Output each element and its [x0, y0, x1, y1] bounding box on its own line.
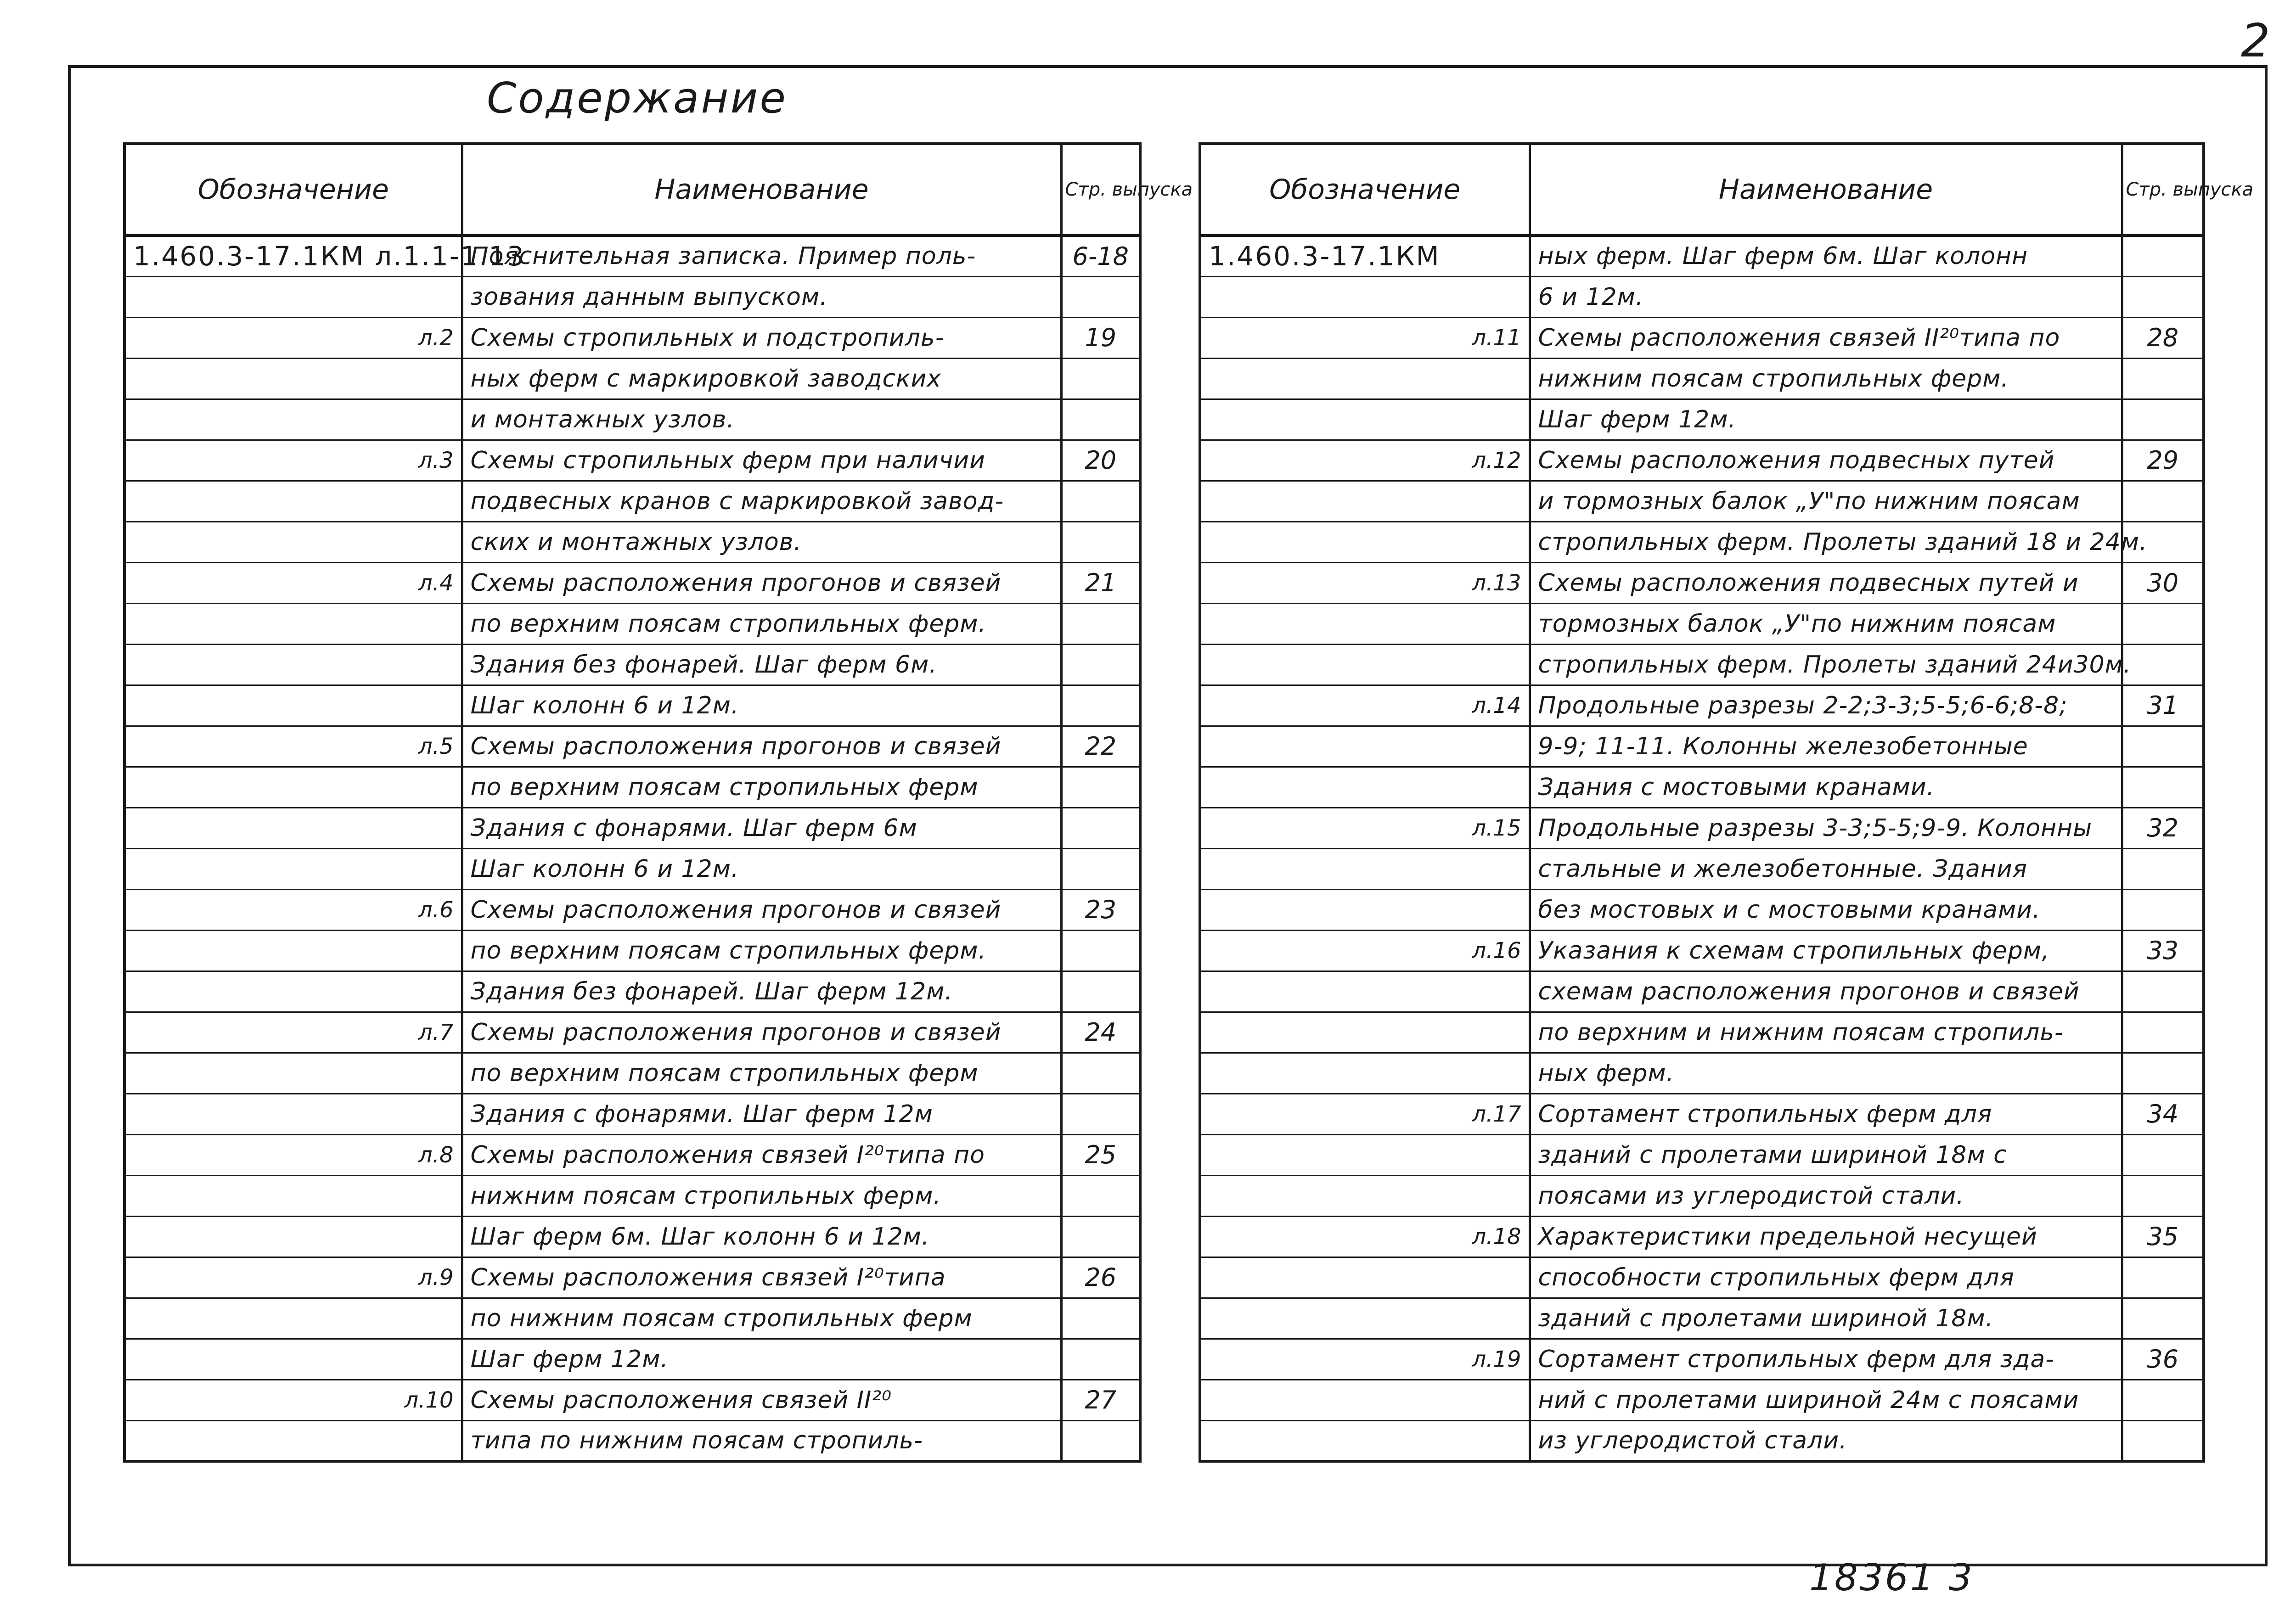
page-cell: [1061, 276, 1140, 317]
page-cell: [2122, 399, 2204, 440]
page-cell: [1061, 1094, 1140, 1134]
table-row: [1200, 236, 2204, 276]
page-cell: 24: [1061, 1012, 1140, 1053]
page-cell: [1061, 685, 1140, 726]
sheet-cell: л.3: [124, 440, 462, 481]
page-cell: [1061, 1420, 1140, 1461]
page-cell: [2122, 971, 2204, 1012]
sheet-cell: л.14: [1200, 685, 1530, 726]
name-cell: Сортамент стропильных ферм для зда-: [1530, 1339, 2122, 1380]
sheet-cell: [1200, 481, 1530, 522]
table-row: [124, 1094, 1140, 1134]
sheet-cell: [1200, 1420, 1530, 1461]
sheet-cell: [1200, 603, 1530, 644]
page-cell: [1061, 481, 1140, 522]
table-row: [1200, 358, 2204, 399]
sheet-cell: [124, 1094, 462, 1134]
sheet-cell: [124, 1298, 462, 1339]
name-cell: зданий с пролетами шириной 18м с: [1530, 1134, 2122, 1175]
name-cell: способности стропильных ферм для: [1530, 1257, 2122, 1298]
sheet-cell: [1200, 889, 1530, 930]
sheet-cell: л.17: [1200, 1094, 1530, 1134]
page-cell: [2122, 276, 2204, 317]
sheet-cell: л.16: [1200, 930, 1530, 971]
header-designation: Обозначение: [124, 144, 462, 236]
sheet-cell: [1200, 1012, 1530, 1053]
name-cell: Схемы расположения связей II²⁰: [462, 1380, 1061, 1420]
header-page: Стр. выпуска: [1061, 144, 1140, 236]
name-cell: поясами из углеродистой стали.: [1530, 1175, 2122, 1216]
name-cell: Схемы расположения связей I²⁰типа: [462, 1257, 1061, 1298]
page-cell: 26: [1061, 1257, 1140, 1298]
sheet-cell: л.15: [1200, 808, 1530, 848]
name-cell: схемам расположения прогонов и связей: [1530, 971, 2122, 1012]
page-cell: [1061, 1298, 1140, 1339]
sheet-cell: л.10: [124, 1380, 462, 1420]
name-cell: по нижним поясам стропильных ферм: [462, 1298, 1061, 1339]
name-cell: без мостовых и с мостовыми кранами.: [1530, 889, 2122, 930]
table-row: [124, 1053, 1140, 1094]
table-row: [1200, 1420, 2204, 1461]
table-row: [1200, 317, 2204, 358]
name-cell: зования данным выпуском.: [462, 276, 1061, 317]
name-cell: Схемы расположения подвесных путей: [1530, 440, 2122, 481]
page-cell: 20: [1061, 440, 1140, 481]
table-row: [1200, 971, 2204, 1012]
table-row: [124, 1420, 1140, 1461]
sheet-cell: [1200, 971, 1530, 1012]
page-cell: 30: [2122, 562, 2204, 603]
name-cell: Пояснительная записка. Пример поль-: [462, 236, 1061, 276]
table-row: [124, 808, 1140, 848]
name-cell: по верхним и нижним поясам стропиль-: [1530, 1012, 2122, 1053]
sheet-cell: л.6: [124, 889, 462, 930]
page-title: Содержание: [487, 73, 788, 123]
sheet-cell: 1.460.3-17.1КМ л.1.1-1.13: [124, 236, 462, 276]
name-cell: ных ферм.: [1530, 1053, 2122, 1094]
page-cell: [1061, 930, 1140, 971]
table-row: [1200, 1257, 2204, 1298]
name-cell: по верхним поясам стропильных ферм.: [462, 930, 1061, 971]
name-cell: Здания с фонарями. Шаг ферм 12м: [462, 1094, 1061, 1134]
sheet-cell: [124, 767, 462, 808]
sheet-cell: [124, 358, 462, 399]
table-row: [124, 399, 1140, 440]
name-cell: ских и монтажных узлов.: [462, 522, 1061, 562]
name-cell: Характеристики предельной несущей: [1530, 1216, 2122, 1257]
table-row: [124, 1339, 1140, 1380]
sheet-cell: [124, 971, 462, 1012]
table-row: [1200, 440, 2204, 481]
header-page: Стр. выпуска: [2122, 144, 2204, 236]
sheet-cell: л.18: [1200, 1216, 1530, 1257]
table-row: [1200, 1053, 2204, 1094]
table-row: [124, 930, 1140, 971]
sheet-cell: [1200, 1175, 1530, 1216]
page-cell: [1061, 971, 1140, 1012]
name-cell: Схемы расположения прогонов и связей: [462, 726, 1061, 767]
name-cell: по верхним поясам стропильных ферм: [462, 1053, 1061, 1094]
archive-number: 18361 3: [1809, 1556, 1974, 1599]
table-row: [1200, 1380, 2204, 1420]
name-cell: ний с пролетами шириной 24м с поясами: [1530, 1380, 2122, 1420]
sheet-cell: [1200, 1257, 1530, 1298]
table-row: [124, 1175, 1140, 1216]
sheet-cell: [124, 644, 462, 685]
sheet-cell: [1200, 358, 1530, 399]
page-cell: [1061, 358, 1140, 399]
table-row: [124, 1134, 1140, 1175]
page-cell: [1061, 1216, 1140, 1257]
table-row: [124, 236, 1140, 276]
page-cell: [2122, 1134, 2204, 1175]
table-row: [1200, 685, 2204, 726]
name-cell: нижним поясам стропильных ферм.: [462, 1175, 1061, 1216]
sheet-cell: [124, 848, 462, 889]
sheet-cell: [124, 603, 462, 644]
page-cell: [2122, 1298, 2204, 1339]
table-row: [124, 440, 1140, 481]
sheet-cell: [1200, 276, 1530, 317]
page-cell: [1061, 767, 1140, 808]
sheet-cell: [1200, 644, 1530, 685]
page-cell: 34: [2122, 1094, 2204, 1134]
page-cell: 36: [2122, 1339, 2204, 1380]
name-cell: по верхним поясам стропильных ферм.: [462, 603, 1061, 644]
page-cell: [1061, 399, 1140, 440]
contents-table-left: [123, 142, 1193, 1463]
sheet-cell: л.4: [124, 562, 462, 603]
sheet-cell: [1200, 726, 1530, 767]
sheet-cell: [1200, 1053, 1530, 1094]
sheet-cell: [124, 1420, 462, 1461]
table-row: [124, 726, 1140, 767]
name-cell: Здания с мостовыми кранами.: [1530, 767, 2122, 808]
table-row: [1200, 726, 2204, 767]
name-cell: Шаг ферм 12м.: [462, 1339, 1061, 1380]
name-cell: Здания с фонарями. Шаг ферм 6м: [462, 808, 1061, 848]
table-row: [1200, 481, 2204, 522]
sheet-number: 2: [2241, 14, 2270, 67]
page-cell: 28: [2122, 317, 2204, 358]
name-cell: Схемы расположения подвесных путей и: [1530, 562, 2122, 603]
table-row: [1200, 1094, 2204, 1134]
page-cell: [2122, 481, 2204, 522]
page-cell: 23: [1061, 889, 1140, 930]
sheet-cell: [124, 685, 462, 726]
name-cell: тормозных балок „У"по нижним поясам: [1530, 603, 2122, 644]
page-cell: [2122, 1257, 2204, 1298]
name-cell: Здания без фонарей. Шаг ферм 6м.: [462, 644, 1061, 685]
page-cell: [1061, 848, 1140, 889]
name-cell: ных ферм с маркировкой заводских: [462, 358, 1061, 399]
header-designation: Обозначение: [1200, 144, 1530, 236]
table-row: [124, 317, 1140, 358]
sheet-cell: л.12: [1200, 440, 1530, 481]
table-row: [1200, 399, 2204, 440]
name-cell: стропильных ферм. Пролеты зданий 24и30м.: [1530, 644, 2122, 685]
table-row: [1200, 889, 2204, 930]
name-cell: 6 и 12м.: [1530, 276, 2122, 317]
table-row: [124, 358, 1140, 399]
name-cell: и тормозных балок „У"по нижним поясам: [1530, 481, 2122, 522]
name-cell: из углеродистой стали.: [1530, 1420, 2122, 1461]
sheet-cell: [1200, 399, 1530, 440]
page-cell: [1061, 808, 1140, 848]
name-cell: 9-9; 11-11. Колонны железобетонные: [1530, 726, 2122, 767]
name-cell: стальные и железобетонные. Здания: [1530, 848, 2122, 889]
page-cell: 33: [2122, 930, 2204, 971]
contents-table-right: [1199, 142, 2254, 1463]
table-row: [124, 481, 1140, 522]
page-cell: 19: [1061, 317, 1140, 358]
name-cell: Шаг колонн 6 и 12м.: [462, 848, 1061, 889]
table-row: [124, 767, 1140, 808]
page-cell: [2122, 848, 2204, 889]
table-header-row: [1200, 144, 2204, 236]
name-cell: и монтажных узлов.: [462, 399, 1061, 440]
page-cell: [2122, 1053, 2204, 1094]
table-row: [1200, 930, 2204, 971]
page-cell: [2122, 1012, 2204, 1053]
page-cell: 31: [2122, 685, 2204, 726]
name-cell: Указания к схемам стропильных ферм,: [1530, 930, 2122, 971]
table-row: [1200, 767, 2204, 808]
table-row: [1200, 1339, 2204, 1380]
sheet-cell: л.19: [1200, 1339, 1530, 1380]
name-cell: стропильных ферм. Пролеты зданий 18 и 24м.: [1530, 522, 2122, 562]
sheet-cell: [1200, 1298, 1530, 1339]
table-row: [124, 603, 1140, 644]
sheet-cell: [124, 930, 462, 971]
page-cell: [1061, 1053, 1140, 1094]
page-cell: [1061, 644, 1140, 685]
table-row: [1200, 1298, 2204, 1339]
name-cell: Сортамент стропильных ферм для: [1530, 1094, 2122, 1134]
sheet-cell: л.11: [1200, 317, 1530, 358]
table-row: [1200, 522, 2204, 562]
page-cell: [2122, 889, 2204, 930]
sheet-cell: [124, 481, 462, 522]
sheet-cell: л.8: [124, 1134, 462, 1175]
name-cell: Здания без фонарей. Шаг ферм 12м.: [462, 971, 1061, 1012]
sheet-cell: л.2: [124, 317, 462, 358]
header-name: Наименование: [1530, 144, 2122, 236]
table-row: [1200, 276, 2204, 317]
sheet-cell: [124, 1175, 462, 1216]
sheet-cell: [1200, 767, 1530, 808]
sheet-cell: [124, 808, 462, 848]
page-cell: 6-18: [1061, 236, 1140, 276]
sheet-cell: [124, 1216, 462, 1257]
page-cell: 25: [1061, 1134, 1140, 1175]
name-cell: ных ферм. Шаг ферм 6м. Шаг колонн: [1530, 236, 2122, 276]
name-cell: зданий с пролетами шириной 18м.: [1530, 1298, 2122, 1339]
table-row: [1200, 562, 2204, 603]
name-cell: Схемы расположения прогонов и связей: [462, 1012, 1061, 1053]
table-row: [124, 522, 1140, 562]
name-cell: типа по нижним поясам стропиль-: [462, 1420, 1061, 1461]
sheet-cell: [124, 1339, 462, 1380]
sheet-cell: 1.460.3-17.1КМ: [1200, 236, 1530, 276]
table-row: [124, 1380, 1140, 1420]
table-row: [124, 1012, 1140, 1053]
sheet-cell: [1200, 522, 1530, 562]
name-cell: Шаг колонн 6 и 12м.: [462, 685, 1061, 726]
sheet-cell: [1200, 1134, 1530, 1175]
sheet-cell: л.7: [124, 1012, 462, 1053]
sheet-cell: [124, 1053, 462, 1094]
sheet-cell: л.5: [124, 726, 462, 767]
page-cell: [1061, 522, 1140, 562]
table-row: [124, 971, 1140, 1012]
name-cell: Шаг ферм 6м. Шаг колонн 6 и 12м.: [462, 1216, 1061, 1257]
page-cell: [2122, 1420, 2204, 1461]
table-row: [124, 644, 1140, 685]
page-cell: 22: [1061, 726, 1140, 767]
sheet-cell: [124, 399, 462, 440]
page-cell: [2122, 1380, 2204, 1420]
table-row: [1200, 644, 2204, 685]
page-cell: 27: [1061, 1380, 1140, 1420]
name-cell: Схемы расположения прогонов и связей: [462, 562, 1061, 603]
name-cell: Продольные разрезы 2-2;3-3;5-5;6-6;8-8;: [1530, 685, 2122, 726]
table-row: [1200, 603, 2204, 644]
name-cell: Схемы стропильных и подстропиль-: [462, 317, 1061, 358]
page-cell: [2122, 603, 2204, 644]
table-row: [1200, 1134, 2204, 1175]
table-row: [124, 1216, 1140, 1257]
page-cell: 32: [2122, 808, 2204, 848]
table-row: [1200, 1012, 2204, 1053]
table-row: [1200, 1216, 2204, 1257]
table-row: [124, 1298, 1140, 1339]
sheet-cell: [1200, 848, 1530, 889]
page-cell: [1061, 603, 1140, 644]
name-cell: Схемы расположения прогонов и связей: [462, 889, 1061, 930]
name-cell: Шаг ферм 12м.: [1530, 399, 2122, 440]
page-cell: [2122, 767, 2204, 808]
table-header-row: [124, 144, 1140, 236]
table-row: [124, 889, 1140, 930]
table-row: [1200, 808, 2204, 848]
name-cell: нижним поясам стропильных ферм.: [1530, 358, 2122, 399]
name-cell: Схемы стропильных ферм при наличии: [462, 440, 1061, 481]
name-cell: Схемы расположения связей I²⁰типа по: [462, 1134, 1061, 1175]
page-cell: [1061, 1175, 1140, 1216]
page-cell: [1061, 1339, 1140, 1380]
page-cell: 21: [1061, 562, 1140, 603]
sheet-cell: [1200, 1380, 1530, 1420]
table-row: [1200, 1175, 2204, 1216]
page-cell: [2122, 358, 2204, 399]
name-cell: по верхним поясам стропильных ферм: [462, 767, 1061, 808]
page-cell: [2122, 726, 2204, 767]
name-cell: Продольные разрезы 3-3;5-5;9-9. Колонны: [1530, 808, 2122, 848]
page-cell: [2122, 1175, 2204, 1216]
table-row: [124, 276, 1140, 317]
table-row: [124, 685, 1140, 726]
header-name: Наименование: [462, 144, 1061, 236]
page-cell: [2122, 644, 2204, 685]
table-row: [124, 1257, 1140, 1298]
sheet-cell: [124, 522, 462, 562]
sheet-cell: л.9: [124, 1257, 462, 1298]
table-row: [1200, 848, 2204, 889]
table-row: [124, 562, 1140, 603]
table-row: [124, 848, 1140, 889]
sheet-cell: л.13: [1200, 562, 1530, 603]
page-cell: [2122, 236, 2204, 276]
sheet-cell: [124, 276, 462, 317]
page-cell: 29: [2122, 440, 2204, 481]
name-cell: подвесных кранов с маркировкой завод-: [462, 481, 1061, 522]
name-cell: Схемы расположения связей II²⁰типа по: [1530, 317, 2122, 358]
page-cell: 35: [2122, 1216, 2204, 1257]
